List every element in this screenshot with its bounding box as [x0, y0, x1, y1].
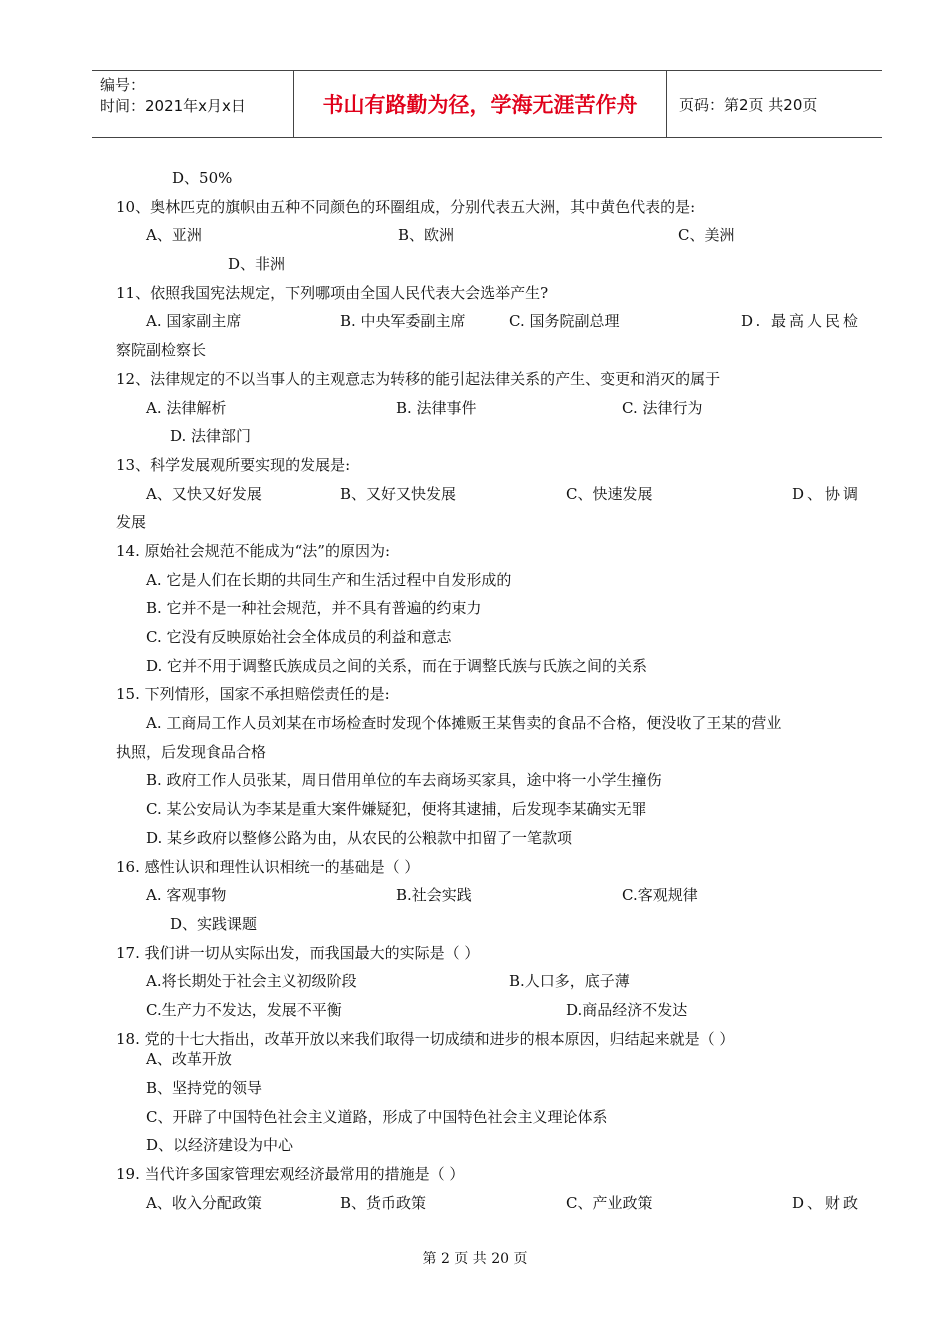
document-body: [116, 164, 861, 1217]
question-16: 16. 感性认识和理性认识相统一的基础是（ ）: [116, 857, 420, 876]
option-b: B、欧洲: [398, 226, 455, 245]
options-row: [116, 221, 861, 250]
header-time: 时间：2021年x月x日: [100, 97, 246, 115]
option-c: C. 某公安局认为李某是重大案件嫌疑犯，便将其逮捕，后发现李某确实无罪: [146, 800, 647, 819]
option-d: D. 法律部门: [170, 427, 252, 446]
option-b: B、坚持党的领导: [146, 1079, 263, 1097]
question-19: 19. 当代许多国家管理宏观经济最常用的措施是（ ）: [116, 1165, 465, 1184]
header-motto: 书山有路勤为径，学海无涯苦作舟: [294, 71, 667, 137]
option-b: B. 法律事件: [396, 398, 477, 417]
option-b: B. 它并不是一种社会规范，并不具有普遍的约束力: [146, 599, 482, 618]
option-c: C、开辟了中国特色社会主义道路，形成了中国特色社会主义理论体系: [146, 1107, 608, 1126]
page-header: [92, 70, 882, 138]
header-left-cell: [92, 71, 294, 137]
question-12: 12、法律规定的不以当事人的主观意志为转移的能引起法律关系的产生、变更和消灭的属于: [116, 369, 721, 388]
option-a: A. 国家副主席: [146, 312, 242, 331]
option-c: C、产业政策: [566, 1193, 653, 1212]
option-a: A. 客观事物: [146, 886, 227, 905]
option-d: D、50%: [172, 169, 233, 187]
option-c: C. 法律行为: [622, 398, 703, 417]
question-10: 10、奥林匹克的旗帜由五种不同颜色的环圈组成，分别代表五大洲，其中黄色代表的是:: [116, 197, 696, 216]
option-continuation: 发展: [116, 513, 147, 532]
option-a: A. 法律解析: [146, 398, 227, 417]
option-a: A.将长期处于社会主义初级阶段: [146, 972, 357, 991]
option-a: A、收入分配政策: [146, 1193, 262, 1212]
option-a: A. 工商局工作人员刘某在市场检查时发现个体摊贩王某售卖的食品不合格，便没收了王某的营业: [146, 714, 782, 733]
options-row: [116, 1189, 861, 1218]
option-a: A. 它是人们在长期的共同生产和生活过程中自发形成的: [146, 570, 512, 589]
option-c: C. 它没有反映原始社会全体成员的利益和意志: [146, 628, 452, 646]
option-continuation: 察院副检察长: [116, 341, 207, 360]
page-footer: 第 2 页 共 20 页: [422, 1251, 528, 1267]
question-15: 15. 下列情形，国家不承担赔偿责任的是:: [116, 685, 390, 704]
option-c: C、快速发展: [566, 484, 653, 503]
question-18: 18. 党的十七大指出，改革开放以来我们取得一切成绩和进步的根本原因，归结起来就是（ ）: [116, 1029, 735, 1048]
option-b: B、又好又快发展: [340, 484, 457, 503]
option-d: D、协调: [791, 484, 861, 503]
option-b: B. 政府工作人员张某，周日借用单位的车去商场买家具，途中将一小学生撞伤: [146, 771, 662, 790]
option-c: C. 国务院副总理: [509, 312, 620, 331]
options-row: [116, 394, 861, 423]
option-d: D、非洲: [228, 255, 286, 274]
option-d: D、实践课题: [170, 914, 258, 933]
options-row: [116, 307, 861, 336]
header-page-number: 页码：第2页 共20页: [679, 95, 818, 114]
options-row: [116, 422, 861, 451]
option-b: B、货币政策: [340, 1193, 427, 1212]
option-c: C.生产力不发达，发展不平衡: [146, 1000, 342, 1019]
options-row: [116, 250, 861, 279]
options-row: [116, 967, 861, 996]
option-c: C.客观规律: [622, 886, 698, 905]
option-d: D、以经济建设为中心: [146, 1136, 294, 1155]
question-13: 13、科学发展观所要实现的发展是:: [116, 455, 351, 474]
option-d: D、财政: [791, 1193, 861, 1212]
option-a: A、改革开放: [146, 1050, 232, 1069]
option-a: A、亚洲: [146, 226, 202, 245]
option-b: B.社会实践: [396, 886, 472, 905]
options-row: [116, 996, 861, 1025]
options-row: [116, 910, 861, 939]
answer-line: [116, 164, 861, 193]
option-c: C、美洲: [678, 226, 735, 245]
option-d: D. 最高人民检: [740, 312, 861, 331]
option-a: A、又快又好发展: [146, 484, 262, 503]
option-d: D. 某乡政府以整修公路为由，从农民的公粮款中扣留了一笔款项: [146, 828, 573, 847]
header-number: 编号：: [100, 76, 146, 94]
option-d: D.商品经济不发达: [566, 1000, 688, 1019]
option-d: D. 它并不用于调整氏族成员之间的关系，而在于调整氏族与氏族之间的关系: [146, 656, 648, 675]
options-row: [116, 881, 861, 910]
question-11: 11、依照我国宪法规定，下列哪项由全国人民代表大会选举产生?: [116, 283, 549, 302]
option-b: B.人口多，底子薄: [509, 972, 630, 991]
option-b: B. 中央军委副主席: [340, 312, 466, 331]
question-14: 14. 原始社会规范不能成为“法”的原因为:: [116, 541, 391, 560]
option-continuation: 执照，后发现食品合格: [116, 742, 267, 761]
question-17: 17. 我们讲一切从实际出发，而我国最大的实际是（ ）: [116, 943, 480, 962]
options-row: [116, 480, 861, 509]
